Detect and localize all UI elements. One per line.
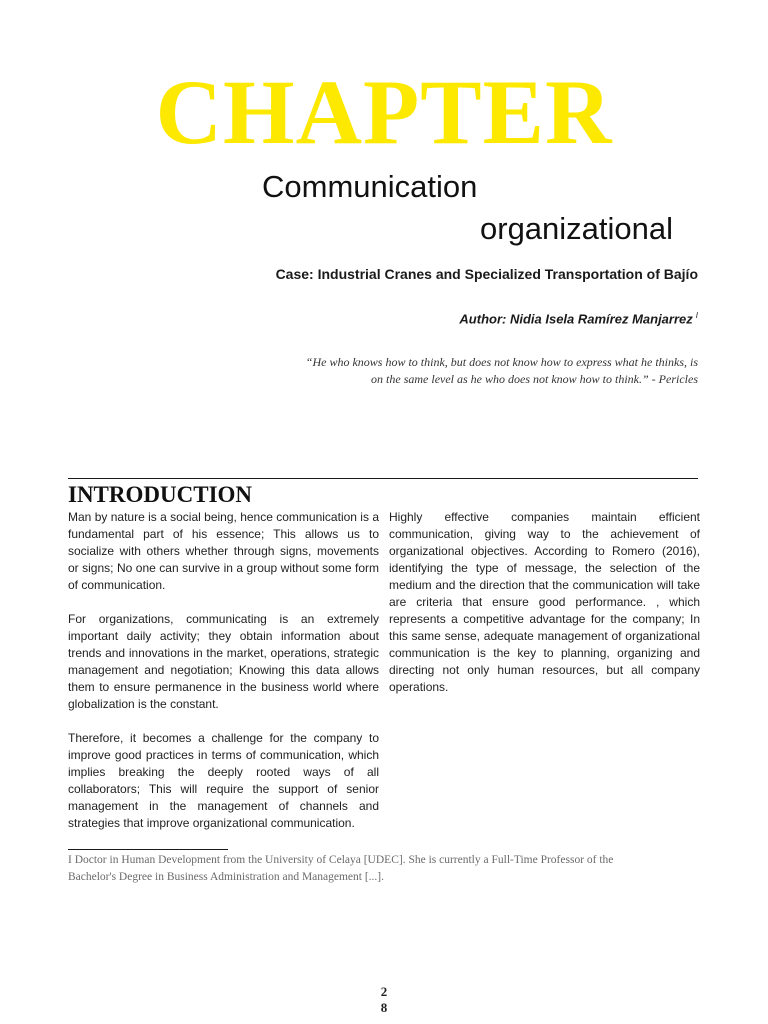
- paragraph: For organizations, communicating is an extremely important daily activity; they obtain information about trends and innovations in the market, operations, strategic management and negotiation; Knowing this data allows them to ensure permanence in the business world where globalization is the constant.: [68, 612, 379, 711]
- quote-line-1: “He who knows how to think, but does not know how to express what he thinks, is: [305, 355, 698, 369]
- author-name: Author: Nidia Isela Ramírez Manjarrez: [459, 311, 693, 327]
- quote-line-2: on the same level as he who does not know how to think.” - Pericles: [371, 372, 698, 386]
- author-footnote-mark: I: [695, 311, 698, 320]
- section-divider: [68, 478, 698, 479]
- introduction-heading: INTRODUCTION: [68, 482, 253, 507]
- footnote-divider: [68, 849, 228, 850]
- footnote: [68, 852, 698, 886]
- epigraph-quote: [278, 354, 698, 388]
- left-column: [68, 509, 379, 849]
- footnote-line-2: Bachelor's Degree in Business Administration and Management [...].: [68, 871, 385, 883]
- footnote-line-1: I Doctor in Human Development from the University of Celaya [UDEC]. She is currently a Full-Time Professor of the: [68, 854, 614, 866]
- case-subtitle: Case: Industrial Cranes and Specialized Transportation of Bajío: [275, 266, 698, 282]
- page-number-line-1: 2: [380, 984, 388, 999]
- page-number: [0, 984, 768, 1016]
- right-column: [389, 509, 700, 713]
- chapter-heading: CHAPTER: [155, 61, 613, 163]
- paragraph: Highly effective companies maintain efficient communication, giving way to the achievement of organizational objectives. According to Romero (2016), identifying the type of message, the selection of the medium and the direction that the communication will take are criteria that ensure good performance. , which represents a competitive advantage for the company; In this same sense, adequate management of organizational communication is the key to planning, organizing and directing not only human resources, but all company operations.: [389, 510, 700, 694]
- title-line-1: Communication: [262, 169, 478, 204]
- page-number-line-2: 8: [380, 1000, 388, 1015]
- title-line-2: organizational: [480, 211, 674, 246]
- author-line: [459, 311, 698, 326]
- paragraph: Man by nature is a social being, hence communication is a fundamental part of his essence; This allows us to socialize with others whether through signs, movements or signs; No one can survive in a group without some form of communication.: [68, 510, 379, 592]
- paragraph: Therefore, it becomes a challenge for the company to improve good practices in terms of communication, which implies breaking the deeply rooted ways of all collaborators; This will require the support of senior management in the management of channels and strategies that improve organizational communication.: [68, 731, 379, 830]
